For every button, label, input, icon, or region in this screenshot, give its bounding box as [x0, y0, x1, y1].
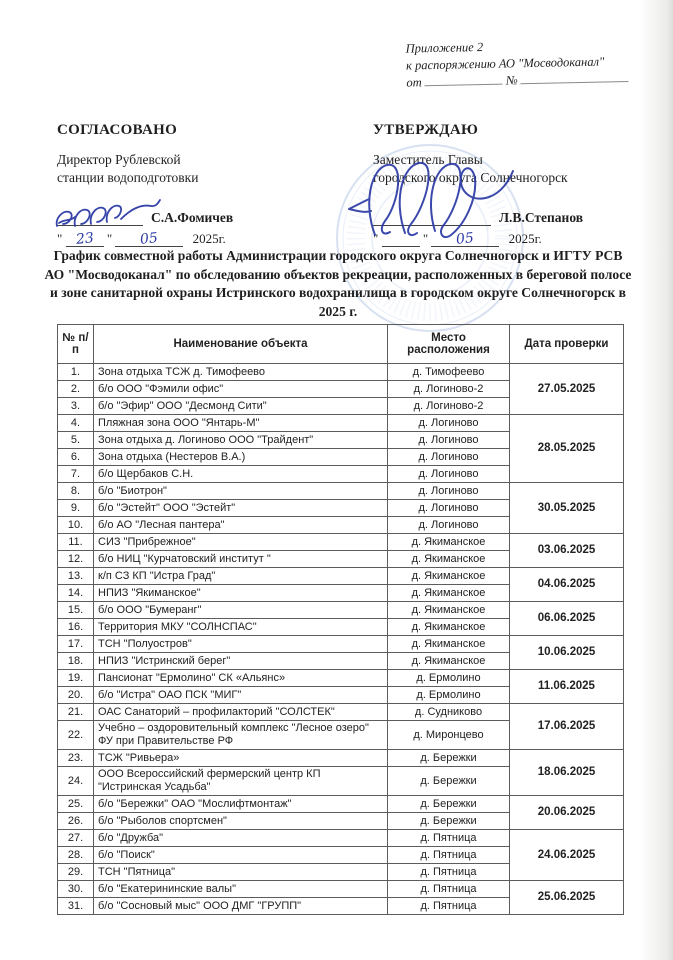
cell-object-name: б/о "Истра" ОАО ПСК "МИГ" — [94, 687, 388, 704]
schedule-table — [57, 324, 624, 915]
header-number: № п/п — [58, 325, 94, 364]
header-check-date: Дата проверки — [510, 325, 624, 364]
cell-object-name: б/о Щербаков С.Н. — [94, 466, 388, 483]
cell-number: 18. — [58, 653, 94, 670]
cell-number: 14. — [58, 585, 94, 602]
cell-object-name: Зона отдыха ТСЖ д. Тимофеево — [94, 364, 388, 381]
cell-location: д. Логиново — [388, 500, 510, 517]
cell-location: д. Якиманское — [388, 619, 510, 636]
cell-object-name: ТСН "Пятница" — [94, 864, 388, 881]
fomichev-signature-icon — [53, 197, 161, 231]
cell-object-name: Территория МКУ "СОЛНСПАС" — [94, 619, 388, 636]
cell-check-date: 20.06.2025 — [510, 796, 624, 830]
cell-object-name: Пляжная зона ООО "Янтарь-М" — [94, 415, 388, 432]
cell-number: 21. — [58, 704, 94, 721]
close-quote: " — [422, 231, 429, 246]
annex-number-label: № — [505, 73, 518, 88]
cell-check-date: 10.06.2025 — [510, 636, 624, 670]
agreed-signature-line — [57, 205, 143, 226]
cell-location: д. Пятница — [388, 881, 510, 898]
table-row — [58, 534, 624, 551]
cell-number: 27. — [58, 830, 94, 847]
cell-check-date: 25.06.2025 — [510, 881, 624, 915]
cell-location: д. Тимофеево — [388, 364, 510, 381]
cell-number: 23. — [58, 750, 94, 767]
cell-location: д. Якиманское — [388, 636, 510, 653]
annex-from-label: от — [406, 75, 422, 90]
cell-number: 25. — [58, 796, 94, 813]
close-quote: " — [106, 231, 113, 246]
cell-number: 11. — [58, 534, 94, 551]
approved-position-line-1: Заместитель Главы — [373, 152, 483, 167]
cell-check-date: 03.06.2025 — [510, 534, 624, 568]
cell-object-name: б/о ООО "Бумеранг" — [94, 602, 388, 619]
table-row — [58, 602, 624, 619]
agreed-heading: СОГЛАСОВАНО — [57, 122, 178, 138]
cell-check-date: 27.05.2025 — [510, 364, 624, 415]
cell-number: 4. — [58, 415, 94, 432]
header-object-name: Наименование объекта — [94, 325, 388, 364]
agreed-date-month-blank — [115, 231, 183, 247]
agreed-signature-row — [57, 200, 337, 226]
cell-object-name: б/о "Рыболов спортсмен" — [94, 813, 388, 830]
open-quote: " — [373, 231, 379, 246]
cell-location: д. Бережки — [388, 813, 510, 830]
cell-object-name: б/о "Бережки" ОАО "Мослифтмонтаж" — [94, 796, 388, 813]
agreed-date-year: 2025г. — [192, 231, 226, 246]
cell-number: 8. — [58, 483, 94, 500]
cell-number: 22. — [58, 721, 94, 750]
cell-number: 5. — [58, 432, 94, 449]
cell-location: д. Логиново — [388, 415, 510, 432]
cell-number: 7. — [58, 466, 94, 483]
cell-object-name: б/о "Дружба" — [94, 830, 388, 847]
cell-object-name: ТСЖ "Ривьера» — [94, 750, 388, 767]
annex-number-blank — [521, 69, 629, 84]
table-row — [58, 881, 624, 898]
cell-location: д. Пятница — [388, 847, 510, 864]
cell-object-name: Зона отдыха (Нестеров В.А.) — [94, 449, 388, 466]
approved-heading: УТВЕРЖДАЮ — [373, 122, 479, 138]
cell-location: д. Пятница — [388, 898, 510, 915]
cell-number: 6. — [58, 449, 94, 466]
cell-object-name: Учебно – оздоровительный комплекс "Лесное озеро" ФУ при Правительстве РФ — [94, 721, 388, 750]
annex-line-1: Приложение 2 — [405, 40, 484, 56]
cell-number: 26. — [58, 813, 94, 830]
cell-location: д. Логиново — [388, 432, 510, 449]
cell-object-name: ОАС Санаторий – профилакторий "СОЛСТЕК" — [94, 704, 388, 721]
cell-number: 13. — [58, 568, 94, 585]
cell-number: 16. — [58, 619, 94, 636]
cell-location: д. Бережки — [388, 750, 510, 767]
cell-object-name: к/п СЗ КП "Истра Град" — [94, 568, 388, 585]
cell-check-date: 06.06.2025 — [510, 602, 624, 636]
cell-check-date: 04.06.2025 — [510, 568, 624, 602]
cell-number: 30. — [58, 881, 94, 898]
cell-location: д. Ермолино — [388, 670, 510, 687]
table-row — [58, 364, 624, 381]
objects-table-body — [58, 364, 624, 915]
cell-object-name: б/о "Биотрон" — [94, 483, 388, 500]
annex-note — [405, 35, 656, 91]
agreed-date-day-blank — [66, 231, 104, 247]
cell-location: д. Судниково — [388, 704, 510, 721]
handwritten-month: 05 — [139, 230, 160, 248]
cell-number: 2. — [58, 381, 94, 398]
table-row — [58, 750, 624, 767]
cell-location: д. Логиново-2 — [388, 381, 510, 398]
cell-location: д. Якиманское — [388, 568, 510, 585]
agreed-position-line-2: станции водоподготовки — [57, 169, 199, 185]
cell-number: 29. — [58, 864, 94, 881]
table-row — [58, 830, 624, 847]
cell-check-date: 17.06.2025 — [510, 704, 624, 750]
cell-location: д. Якиманское — [388, 602, 510, 619]
cell-object-name: б/о "Сосновый мыс" ООО ДМГ "ГРУПП" — [94, 898, 388, 915]
cell-object-name: ООО Всероссийский фермерский центр КП "Истринская Усадьба" — [94, 767, 388, 796]
cell-object-name: б/о "Эстейт" ООО "Эстейт" — [94, 500, 388, 517]
cell-number: 24. — [58, 767, 94, 796]
annex-line-2: к распоряжению АО "Мосводоканал" — [405, 53, 605, 73]
cell-object-name: б/о ООО "Фэмили офис" — [94, 381, 388, 398]
cell-location: д. Пятница — [388, 830, 510, 847]
cell-check-date: 24.06.2025 — [510, 830, 624, 881]
approved-date-year: 2025г. — [508, 231, 542, 246]
table-row — [58, 636, 624, 653]
cell-object-name: Пансионат "Ермолино" СК «Альянс» — [94, 670, 388, 687]
cell-object-name: СИЗ "Прибрежное" — [94, 534, 388, 551]
cell-object-name: б/о НИЦ "Курчатовский институт " — [94, 551, 388, 568]
table-row — [58, 568, 624, 585]
cell-location: д. Бережки — [388, 767, 510, 796]
cell-location: д. Бережки — [388, 796, 510, 813]
cell-location: д. Якиманское — [388, 585, 510, 602]
cell-object-name: б/о "Екатерининские валы" — [94, 881, 388, 898]
handwritten-day: 23 — [74, 230, 95, 248]
cell-check-date: 18.06.2025 — [510, 750, 624, 796]
cell-number: 20. — [58, 687, 94, 704]
cell-number: 19. — [58, 670, 94, 687]
cell-location: д. Якиманское — [388, 534, 510, 551]
cell-location: д. Логиново-2 — [388, 398, 510, 415]
cell-number: 15. — [58, 602, 94, 619]
cell-number: 9. — [58, 500, 94, 517]
cell-number: 1. — [58, 364, 94, 381]
agreed-block — [57, 122, 337, 247]
cell-object-name: б/о "Эфир" ООО "Десмонд Сити" — [94, 398, 388, 415]
cell-location: д. Логиново — [388, 517, 510, 534]
cell-number: 17. — [58, 636, 94, 653]
cell-object-name: НПИЗ "Истринский берег" — [94, 653, 388, 670]
table-row — [58, 796, 624, 813]
cell-check-date: 30.05.2025 — [510, 483, 624, 534]
table-row — [58, 670, 624, 687]
stepanov-signature-icon — [341, 151, 529, 247]
cell-check-date: 11.06.2025 — [510, 670, 624, 704]
handwritten-month: 05 — [455, 230, 476, 248]
header-location: Место расположения — [388, 325, 510, 364]
header-row — [58, 325, 624, 364]
document-title: График совместной работы Администрации городского округа Солнечногорск и ИГТУ РСВ АО "Мосводоканал" по обследованию объектов рекреации, расположенных в береговой полосе и зоне санитарной охраны Истринского водохранилища в городском округе Солнечногорск в 2025 г. — [44, 248, 632, 319]
approved-signer-name: Л.В.Степанов — [499, 210, 584, 225]
agreed-signer-name: С.А.Фомичев — [151, 210, 234, 225]
cell-location: д. Логиново — [388, 483, 510, 500]
cell-location: д. Пятница — [388, 864, 510, 881]
cell-check-date: 28.05.2025 — [510, 415, 624, 483]
cell-object-name: б/о АО "Лесная пантера" — [94, 517, 388, 534]
table-row — [58, 415, 624, 432]
annex-date-blank — [425, 72, 503, 87]
cell-location: д. Логиново — [388, 449, 510, 466]
table-row — [58, 483, 624, 500]
cell-number: 31. — [58, 898, 94, 915]
schedule-table-header — [58, 325, 624, 364]
cell-number: 28. — [58, 847, 94, 864]
cell-number: 3. — [58, 398, 94, 415]
approved-position-line-2: городского округа Солнечногорск — [373, 169, 568, 185]
cell-number: 10. — [58, 517, 94, 534]
cell-location: д. Логиново — [388, 466, 510, 483]
cell-location: д. Миронцево — [388, 721, 510, 750]
approved-signature-line — [373, 205, 491, 226]
cell-object-name: б/о "Поиск" — [94, 847, 388, 864]
cell-object-name: ТСН "Полуостров" — [94, 636, 388, 653]
agreed-date-row — [57, 231, 337, 247]
cell-location: д. Ермолино — [388, 687, 510, 704]
cell-location: д. Якиманское — [388, 653, 510, 670]
cell-object-name: Зона отдыха д. Логиново ООО "Трайдент" — [94, 432, 388, 449]
approved-signature-row — [373, 200, 653, 226]
cell-location: д. Якиманское — [388, 551, 510, 568]
table-row — [58, 704, 624, 721]
agreed-position-line-1: Директор Рублевской — [57, 152, 181, 167]
approved-block — [373, 122, 653, 247]
cell-object-name: НПИЗ "Якиманское" — [94, 585, 388, 602]
cell-number: 12. — [58, 551, 94, 568]
open-quote: " — [57, 231, 63, 246]
